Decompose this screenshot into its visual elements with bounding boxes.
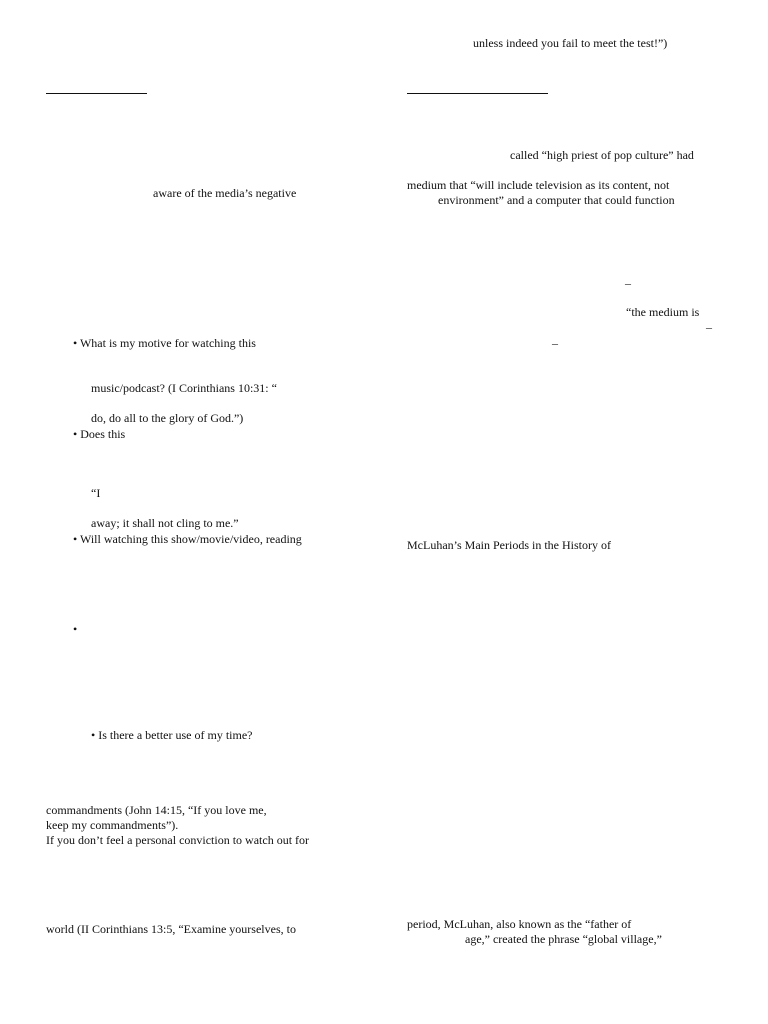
- left-heading-rule: [46, 93, 147, 94]
- question-motive: • What is my motive for watching this: [73, 336, 256, 350]
- question-motive-cont-1: music/podcast? (I Corinthians 10:31: “: [91, 381, 277, 395]
- aware-line: aware of the media’s negative: [153, 186, 297, 200]
- period-line-2: age,” created the phrase “global village,”: [465, 932, 662, 946]
- test-quote-line: unless indeed you fail to meet the test!”): [473, 36, 668, 50]
- medium-line-2: environment” and a computer that could function: [438, 193, 675, 207]
- periods-heading: McLuhan’s Main Periods in the History of: [407, 538, 611, 552]
- dash-3: –: [552, 336, 558, 350]
- commandments-line-2: keep my commandments”).: [46, 818, 179, 832]
- question-quote-start: “I: [91, 486, 101, 500]
- question-better-use: • Is there a better use of my time?: [91, 728, 253, 742]
- question-quote-end: away; it shall not cling to me.”: [91, 516, 239, 530]
- medium-is-quote: “the medium is: [626, 305, 700, 319]
- high-priest-line: called “high priest of pop culture” had: [510, 148, 694, 162]
- dash-1: –: [625, 276, 631, 290]
- commandments-line-1: commandments (John 14:15, “If you love me,: [46, 803, 267, 817]
- conviction-line: If you don’t feel a personal conviction to watch out for: [46, 833, 310, 847]
- right-heading-rule: [407, 93, 548, 94]
- question-does-this: • Does this: [73, 427, 126, 441]
- question-will-watching: • Will watching this show/movie/video, reading: [73, 532, 302, 546]
- medium-line-1: medium that “will include television as its content, not: [407, 178, 670, 192]
- question-bullet-empty: •: [73, 622, 78, 636]
- period-line-1: period, McLuhan, also known as the “father of: [407, 917, 632, 931]
- dash-2: –: [706, 320, 712, 334]
- world-line: world (II Corinthians 13:5, “Examine yourselves, to: [46, 922, 296, 936]
- question-motive-cont-2: do, do all to the glory of God.”): [91, 411, 244, 425]
